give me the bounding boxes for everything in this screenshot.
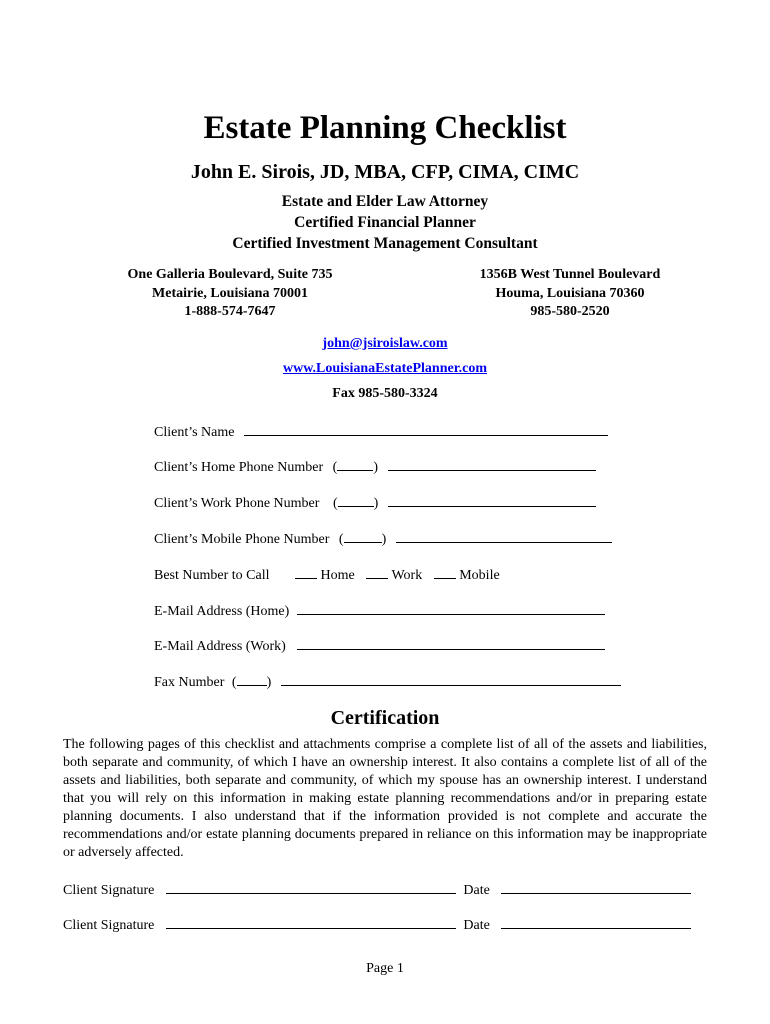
email-work-field[interactable]	[297, 635, 605, 650]
best-home-label: Home	[320, 568, 355, 583]
certification-text: The following pages of this checklist and attachments comprise a complete list of all of the assets and liabilities, both separate and community, of which I have an ownership interest. It also contains a complete list of all of the assets and liabilities, both separate and community, of which my spouse has an ownership interest. I understand that you will rely on this information in making estate planning recommendations and/or in preparing estate planning documents. I also understand that if the information provided is not complete and accurate the recommendations and/or estate planning documents prepared in reliance on this information may be inappropriate or adversely affected.	[63, 737, 707, 860]
best-mobile-checkbox[interactable]	[434, 564, 456, 579]
page-number: Page 1	[366, 961, 404, 976]
fax-line: Fax 985-580-3324	[332, 386, 438, 401]
office-houma-city: Houma, Louisiana 70360	[495, 285, 645, 301]
signature-row-1	[63, 879, 691, 900]
mobile-phone-row	[154, 528, 612, 549]
best-work-checkbox[interactable]	[366, 564, 388, 579]
best-mobile-label: Mobile	[459, 568, 500, 583]
best-number-label: Best Number to Call	[154, 568, 270, 583]
best-work-label: Work	[391, 568, 423, 583]
home-phone-field[interactable]	[388, 456, 596, 471]
signature-field-2[interactable]	[166, 914, 456, 929]
clients-name-label: Client’s Name	[154, 425, 235, 440]
email-work-label: E-Mail Address (Work)	[154, 639, 286, 654]
email-home-field[interactable]	[297, 600, 605, 615]
date-field-2[interactable]	[501, 914, 691, 929]
clients-name-row	[154, 421, 608, 442]
mobile-phone-label: Client’s Mobile Phone Number	[154, 532, 330, 547]
office-houma-street: 1356B West Tunnel Boulevard	[479, 267, 661, 282]
page-title: Estate Planning Checklist	[203, 110, 567, 146]
credential-cimc: Certified Investment Management Consultant	[232, 235, 538, 252]
website-wrapper	[0, 359, 770, 378]
office-houma	[420, 266, 720, 322]
clients-name-field[interactable]	[244, 421, 608, 436]
mobile-phone-field[interactable]	[396, 528, 612, 543]
email-home-row	[154, 600, 605, 621]
work-phone-field[interactable]	[388, 492, 596, 507]
office-houma-phone: 985-580-2520	[530, 304, 610, 319]
best-number-row	[154, 564, 500, 585]
attorney-name: John E. Sirois, JD, MBA, CFP, CIMA, CIMC	[190, 161, 580, 183]
email-work-row	[154, 635, 605, 656]
office-metairie-city: Metairie, Louisiana 70001	[152, 285, 308, 301]
best-home-checkbox[interactable]	[295, 564, 317, 579]
home-phone-label: Client’s Home Phone Number	[154, 460, 324, 475]
home-phone-row	[154, 456, 596, 477]
date-label-1: Date	[463, 883, 490, 898]
email-link[interactable]: john@jsiroislaw.com	[322, 336, 448, 351]
work-phone-label: Client’s Work Phone Number	[154, 496, 320, 511]
email-wrapper	[0, 334, 770, 353]
signature-label-2: Client Signature	[63, 918, 155, 933]
date-field-1[interactable]	[501, 879, 691, 894]
date-label-2: Date	[463, 918, 490, 933]
work-phone-area-code[interactable]: ( )	[333, 496, 378, 511]
mobile-phone-area-code[interactable]: ( )	[339, 532, 386, 547]
fax-number-label: Fax Number	[154, 675, 225, 690]
credential-attorney: Estate and Elder Law Attorney	[281, 193, 489, 210]
office-metairie-phone: 1-888-574-7647	[184, 304, 276, 319]
signature-label-1: Client Signature	[63, 883, 155, 898]
signature-row-2	[63, 914, 691, 935]
fax-number-field[interactable]	[281, 671, 621, 686]
signature-field-1[interactable]	[166, 879, 456, 894]
office-metairie-street: One Galleria Boulevard, Suite 735	[127, 267, 333, 282]
email-home-label: E-Mail Address (Home)	[154, 604, 290, 619]
fax-number-row	[154, 671, 621, 692]
office-metairie	[80, 266, 380, 322]
certification-heading: Certification	[330, 707, 440, 729]
home-phone-area-code[interactable]: ( )	[333, 460, 378, 475]
work-phone-row	[154, 492, 596, 513]
fax-area-code[interactable]: ( )	[232, 675, 271, 690]
credential-cfp: Certified Financial Planner	[294, 214, 476, 231]
website-link[interactable]: www.LouisianaEstatePlanner.com	[282, 361, 488, 376]
